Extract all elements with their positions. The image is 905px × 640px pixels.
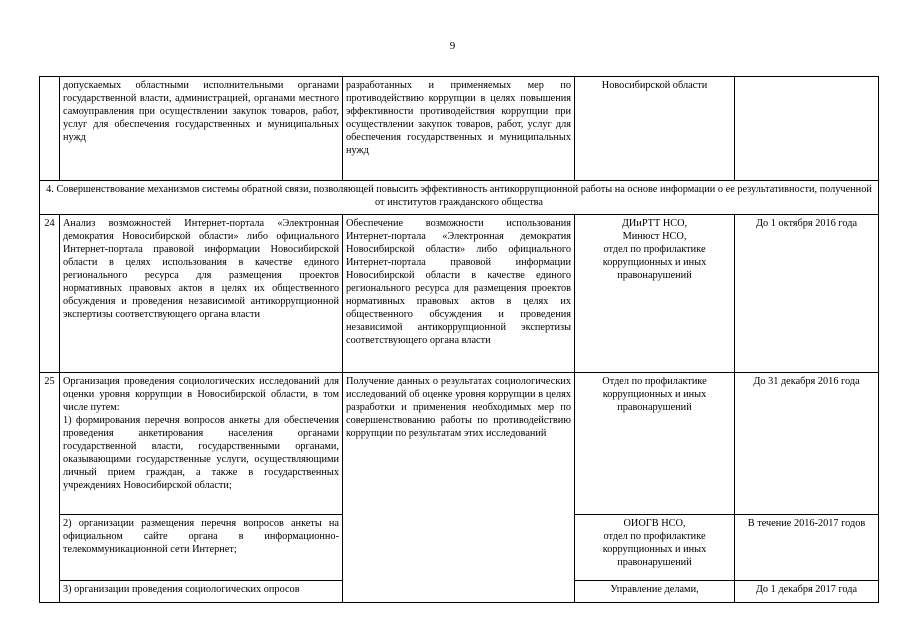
table-row-continuation bbox=[40, 77, 879, 181]
executor-line: отдел по профилактике коррупционных и иных правонарушений bbox=[602, 244, 707, 281]
result-cell: Получение данных о результатах социологических исследований об оценке уровня коррупции в целях разработки и применения необходимых мер по совершенствованию работы по противодействию коррупции по результатам этих исследований bbox=[343, 373, 575, 603]
measures-table bbox=[39, 76, 879, 603]
action-item-1: 1) формирования перечня вопросов анкеты для обеспечения проведения анкетирования населения органами государственной власти, государственными органами, оказывающими государственные услуги, осуществляющими личный прием граждан, а также в государственных учреждениях Новосибирской области; bbox=[63, 415, 339, 491]
executor-line: ДИиРТТ НСО, bbox=[621, 218, 688, 229]
page-number: 9 bbox=[449, 40, 456, 52]
executor-cell: Управление делами, bbox=[575, 581, 735, 603]
deadline-cell: До 1 декабря 2017 года bbox=[735, 581, 879, 603]
executor-cell bbox=[575, 215, 735, 373]
result-cell: разработанных и применяемых мер по противодействию коррупции в целях повышения эффективности противодействия коррупции при осуществлении закупок товаров, работ, услуг для обеспечения государственных и муниципальных нужд bbox=[343, 77, 575, 181]
executor-cell bbox=[575, 515, 735, 581]
action-cell: Анализ возможностей Интернет-портала «Электронная демократия Новосибирской области» либо официального Интернет-портала правовой информации Новосибирской области в целях использования в качестве единого регионального ресурса для размещения проектов нормативных правовых актов в целях их общественного обсуждения и проведения независимой антикоррупционной экспертизы соответствующего органа власти bbox=[60, 215, 343, 373]
action-cell: 3) организации проведения социологических опросов bbox=[60, 581, 343, 603]
deadline-cell bbox=[735, 77, 879, 181]
executor-line: ОИОГВ НСО, bbox=[623, 518, 686, 529]
table-row-25 bbox=[40, 373, 879, 515]
action-cell bbox=[60, 373, 343, 515]
row-number-cell bbox=[40, 77, 60, 181]
result-cell: Обеспечение возможности использования Интернет-портала «Электронная демократия Новосибирской области» либо официального Интернет-портала правовой информации Новосибирской области в качестве единого регионального ресурса для размещения проектов нормативных правовых актов в целях их общественного обсуждения и проведения независимой антикоррупционной экспертизы соответствующего органа власти bbox=[343, 215, 575, 373]
table-row-24 bbox=[40, 215, 879, 373]
deadline-cell: В течение 2016-2017 годов bbox=[735, 515, 879, 581]
section-heading-row bbox=[40, 181, 879, 215]
executor-cell: Новосибирской области bbox=[575, 77, 735, 181]
executor-cell: Отдел по профилактике коррупционных и иных правонарушений bbox=[575, 373, 735, 515]
row-number-cell: 25 bbox=[40, 373, 60, 603]
executor-line: отдел по профилактике коррупционных и иных правонарушений bbox=[602, 531, 707, 568]
deadline-cell: До 1 октября 2016 года bbox=[735, 215, 879, 373]
section-4-heading: 4. Совершенствование механизмов системы обратной связи, позволяющей повысить эффективность антикоррупционной работы на основе информации о ее результативности, полученной от институтов гражданского общества bbox=[40, 181, 879, 215]
action-cell: 2) организации размещения перечня вопросов анкеты на официальном сайте органа в информационно-телекоммуникационной сети Интернет; bbox=[60, 515, 343, 581]
action-intro: Организация проведения социологических исследований для оценки уровня коррупции в Новосибирской области, в том числе путем: bbox=[63, 376, 339, 413]
deadline-cell: До 31 декабря 2016 года bbox=[735, 373, 879, 515]
action-cell: допускаемых областными исполнительными органами государственной власти, администрацией, органами местного самоуправления при осуществлении закупок товаров, работ, услуг для обеспечения государственных и муниципальных нужд bbox=[60, 77, 343, 181]
executor-line: Минюст НСО, bbox=[622, 231, 687, 242]
row-number-cell: 24 bbox=[40, 215, 60, 373]
